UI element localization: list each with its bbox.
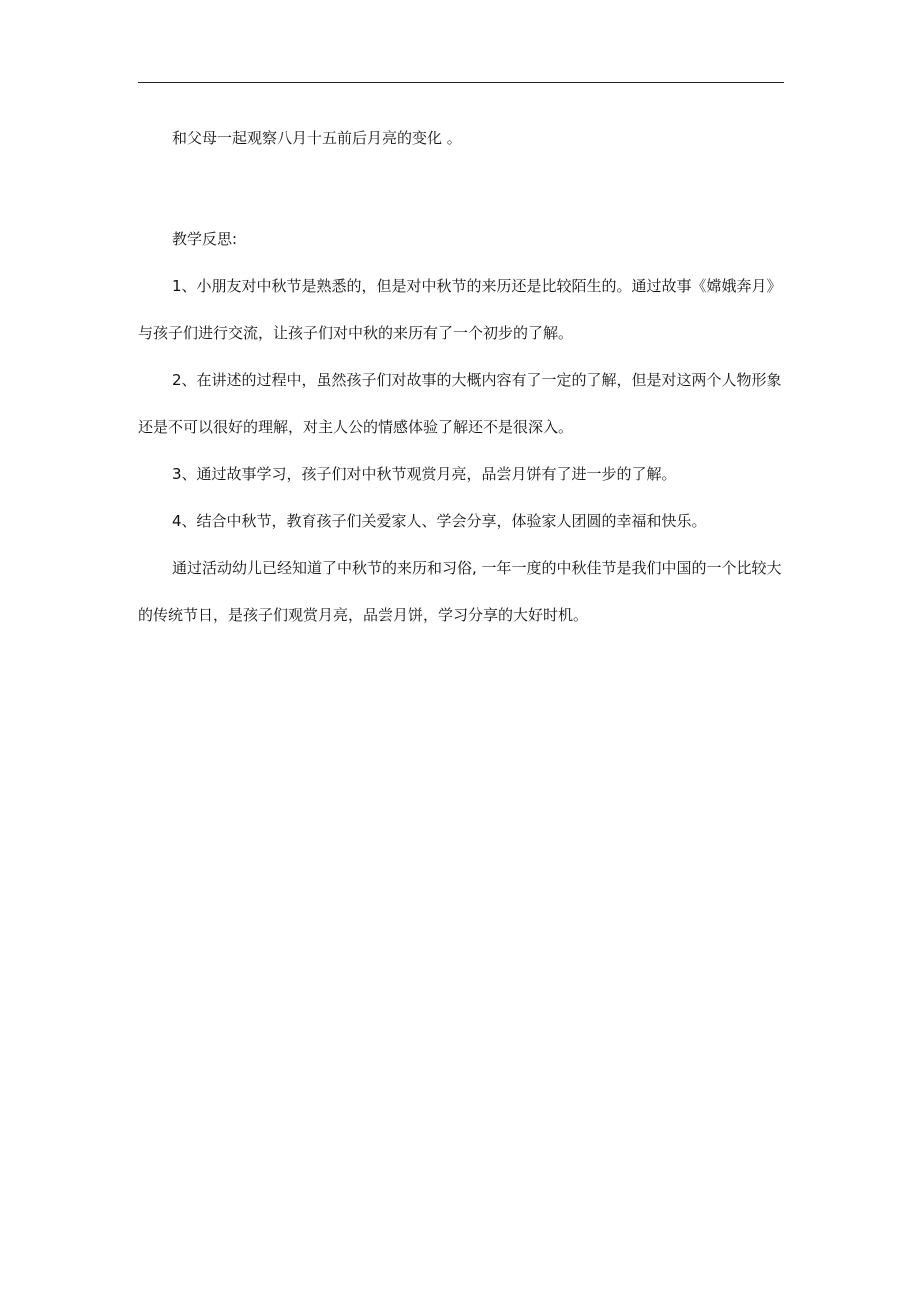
document-body: [138, 118, 786, 639]
reflection-item-1: 1、小朋友对中秋节是熟悉的，但是对中秋节的来历还是比较陌生的。通过故事《嫦娥奔月》与孩子们进行交流，让孩子们对中秋的来历有了一个初步的了解。: [138, 277, 782, 342]
reflection-item-3: 3、通过故事学习，孩子们对中秋节观赏月亮，品尝月饼有了进一步的了解。: [172, 465, 677, 483]
closing-paragraph: 通过活动幼儿已经知道了中秋节的来历和习俗, 一年一度的中秋佳节是我们中国的一个比较大的传统节日，是孩子们观赏月亮，品尝月饼，学习分享的大好时机。: [138, 559, 782, 624]
header-rule: [138, 82, 784, 83]
reflection-heading: 教学反思:: [172, 230, 238, 248]
observation-paragraph: 和父母一起观察八月十五前后月亮的变化 。: [172, 129, 462, 147]
reflection-item-4: 4、结合中秋节，教育孩子们关爱家人、学会分享，体验家人团圆的幸福和快乐。: [172, 512, 707, 530]
reflection-item-2: 2、在讲述的过程中，虽然孩子们对故事的大概内容有了一定的了解，但是对这两个人物形象还是不可以很好的理解，对主人公的情感体验了解还不是很深入。: [138, 371, 782, 436]
paragraph-spacer: [138, 158, 786, 216]
